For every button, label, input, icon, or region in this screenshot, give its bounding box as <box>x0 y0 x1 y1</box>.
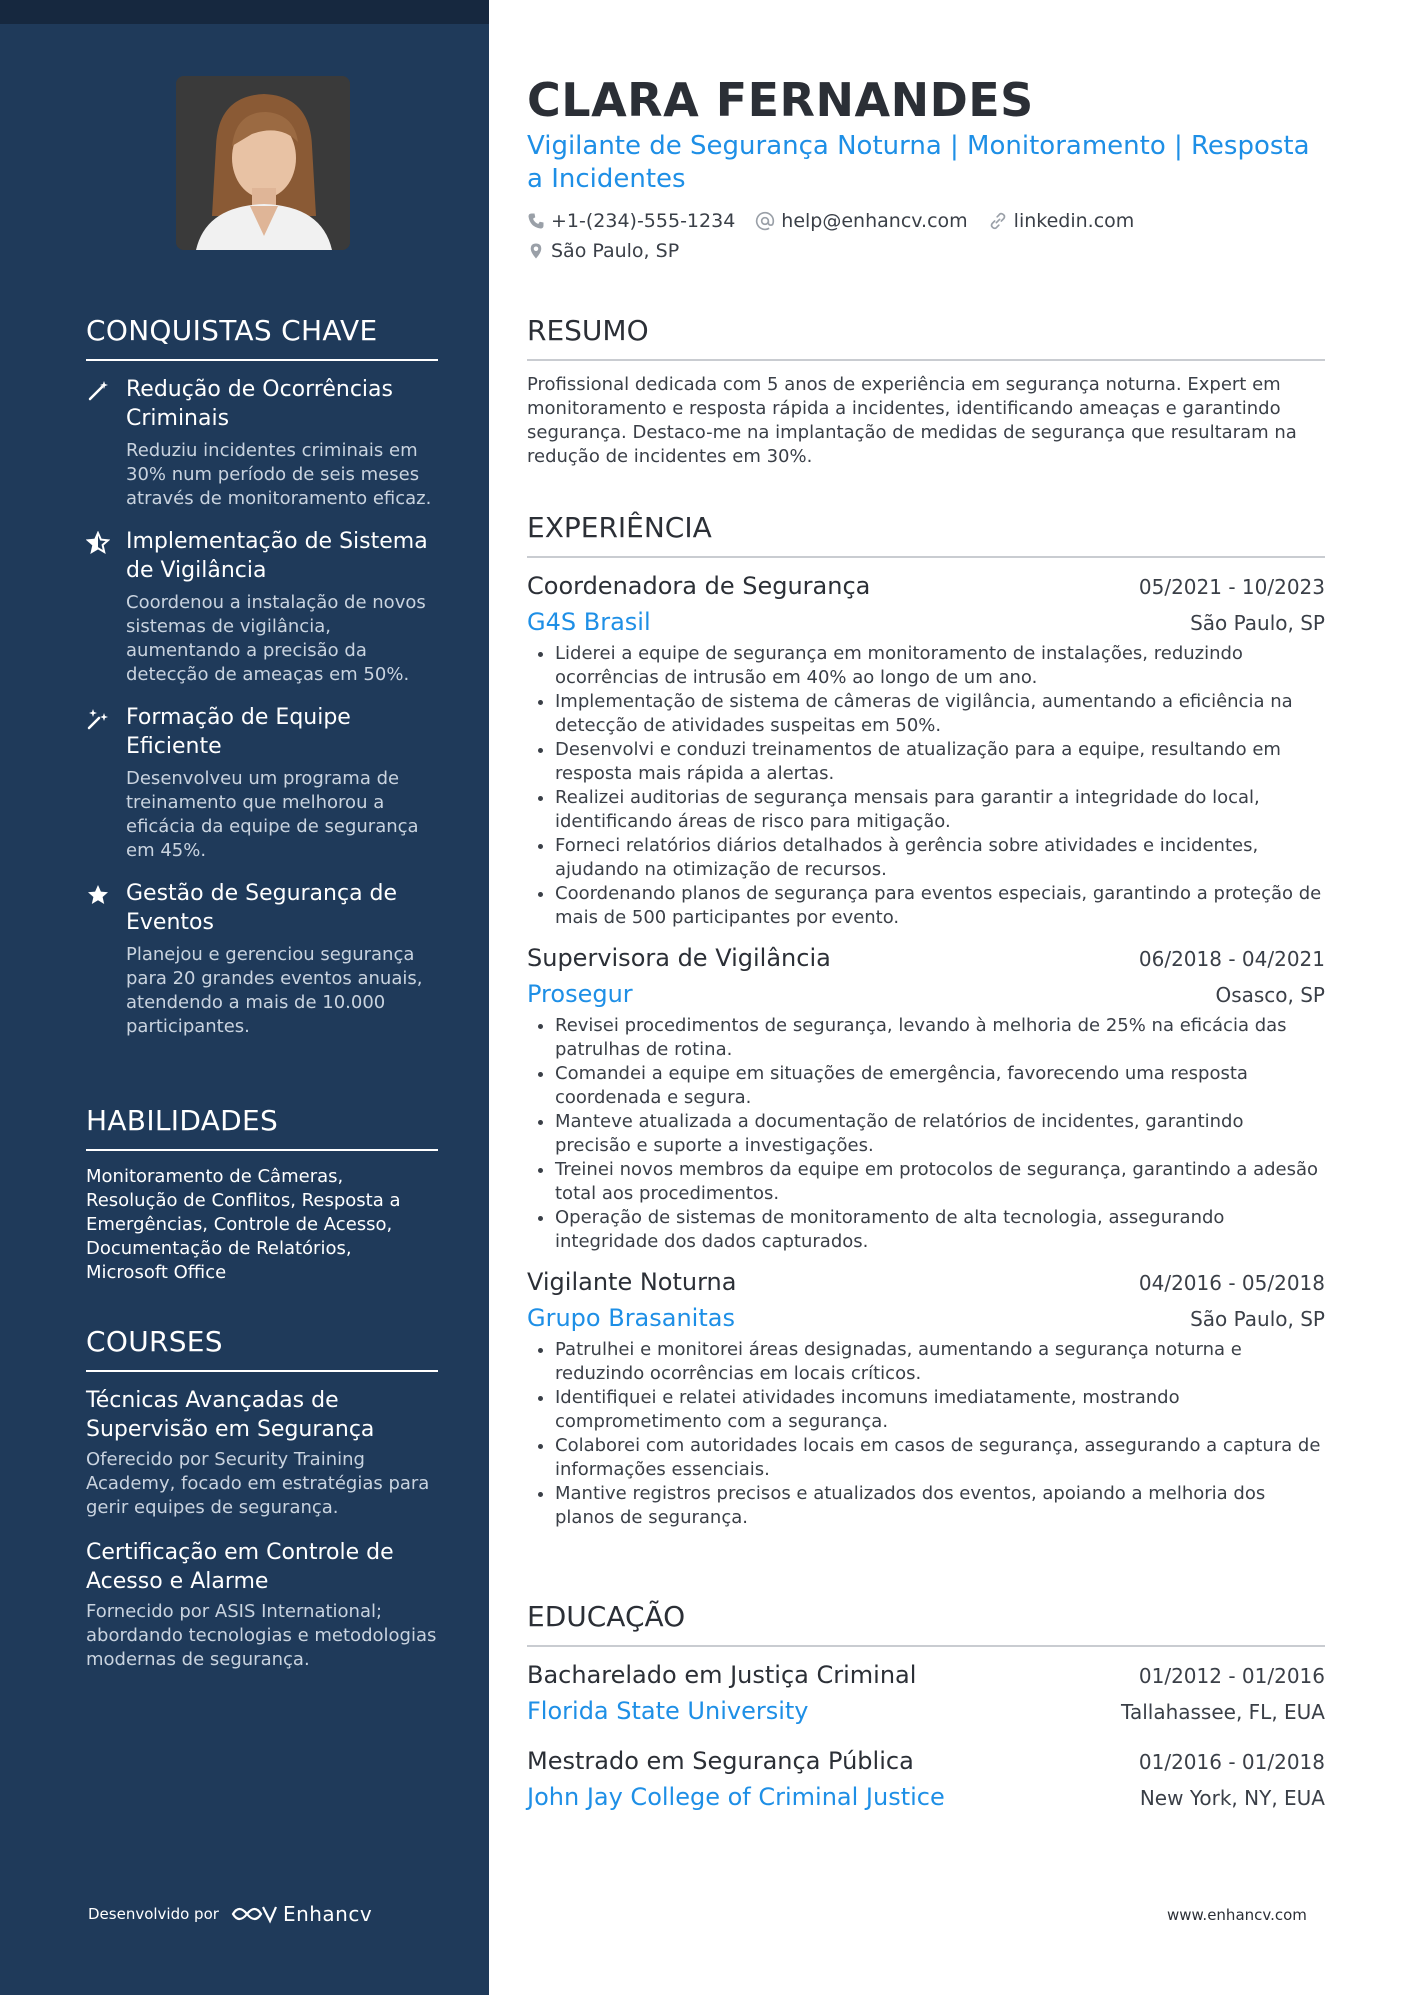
course-desc: Fornecido por ASIS International; abordando tecnologias e metodologias modernas de segurança. <box>86 1601 437 1670</box>
linkedin-contact[interactable] <box>988 210 1135 232</box>
location-contact <box>527 240 679 262</box>
candidate-headline: Vigilante de Segurança Noturna | Monitoramento | Resposta a Incidentes <box>527 131 1310 194</box>
job-company: G4S Brasil <box>527 608 651 636</box>
achievement-desc: Planejou e gerenciou segurança para 20 grandes eventos anuais, atendendo a mais de 10.000 participantes. <box>126 944 423 1037</box>
course-item <box>86 1538 438 1672</box>
job-entry <box>527 570 1325 930</box>
achievements-section <box>86 314 438 1055</box>
sparkle-wand-icon <box>86 707 110 731</box>
profile-photo <box>176 76 350 250</box>
star-outline-icon <box>86 531 110 555</box>
job-dates: 05/2021 - 10/2023 <box>1138 575 1325 599</box>
achievement-item <box>86 375 438 511</box>
skills-section <box>86 1104 438 1285</box>
magic-wand-icon <box>86 379 110 403</box>
developed-by-label: Desenvolvido por <box>88 1905 219 1923</box>
job-location: Osasco, SP <box>1215 983 1325 1007</box>
location-pin-icon <box>527 241 545 261</box>
job-role: Coordenadora de Segurança <box>527 572 871 600</box>
candidate-name: CLARA FERNANDES <box>527 73 1034 127</box>
degree-dates: 01/2012 - 01/2016 <box>1138 1664 1325 1688</box>
degree-name: Mestrado em Segurança Pública <box>527 1747 914 1775</box>
list-item: • Realizei auditorias de segurança mensais para garantir a integridade do local, identificando áreas de risco para mitigação. <box>555 786 1325 834</box>
experience-title: EXPERIÊNCIA <box>527 511 1325 558</box>
achievement-title: Implementação de Sistema de Vigilância <box>126 529 428 583</box>
phone-icon <box>527 212 545 230</box>
job-role: Vigilante Noturna <box>527 1268 737 1296</box>
summary-section <box>527 314 1325 469</box>
job-bullets <box>527 642 1325 930</box>
achievement-item <box>86 879 438 1039</box>
achievement-title: Redução de Ocorrências Criminais <box>126 377 393 431</box>
phone-contact[interactable] <box>527 210 735 232</box>
list-item: • Identifiquei e relatei atividades incomuns imediatamente, mostrando comprometimento com a segurança. <box>555 1386 1325 1434</box>
job-company: Prosegur <box>527 980 633 1008</box>
school-name: Florida State University <box>527 1697 809 1725</box>
achievements-title: CONQUISTAS CHAVE <box>86 314 438 361</box>
school-name: John Jay College of Criminal Justice <box>527 1783 945 1811</box>
job-role: Supervisora de Vigilância <box>527 944 831 972</box>
school-location: Tallahassee, FL, EUA <box>1121 1700 1325 1724</box>
job-location: São Paulo, SP <box>1190 611 1325 635</box>
experience-section <box>527 511 1325 1542</box>
job-company: Grupo Brasanitas <box>527 1304 735 1332</box>
education-entry <box>527 1659 1325 1727</box>
enhancv-brand: Enhancv <box>282 1902 373 1926</box>
linkedin-text: linkedin.com <box>1013 210 1135 232</box>
resume-header <box>527 74 1325 270</box>
job-bullets <box>527 1014 1325 1254</box>
skills-title: HABILIDADES <box>86 1104 438 1151</box>
list-item: • Forneci relatórios diários detalhados à gerência sobre atividades e incidentes, ajudando na otimização de recursos. <box>555 834 1325 882</box>
job-entry <box>527 942 1325 1254</box>
list-item: • Coordenando planos de segurança para eventos especiais, garantindo a proteção de mais de 500 participantes por evento. <box>555 882 1325 930</box>
site-url[interactable]: www.enhancv.com <box>1167 1906 1307 1924</box>
achievement-title: Formação de Equipe Eficiente <box>126 705 351 759</box>
course-title: Certificação em Controle de Acesso e Alarme <box>86 1540 394 1594</box>
star-icon <box>86 883 110 907</box>
list-item: • Patrulhei e monitorei áreas designadas, aumentando a segurança noturna e reduzindo ocorrências em locais críticos. <box>555 1338 1325 1386</box>
list-item: • Manteve atualizada a documentação de relatórios de incidentes, garantindo precisão e suporte a investigações. <box>555 1110 1325 1158</box>
job-entry <box>527 1266 1325 1530</box>
summary-title: RESUMO <box>527 314 1325 361</box>
achievement-title: Gestão de Segurança de Eventos <box>126 881 398 935</box>
job-location: São Paulo, SP <box>1190 1307 1325 1331</box>
summary-text: Profissional dedicada com 5 anos de experiência em segurança noturna. Expert em monitoramento e resposta rápida a incidentes, identificando ameaças e garantindo segurança. Destaco-me na implantação de medidas de segurança que resultaram na redução de incidentes em 30%. <box>527 374 1297 467</box>
list-item: • Operação de sistemas de monitoramento de alta tecnologia, assegurando integridade dos dados capturados. <box>555 1206 1325 1254</box>
list-item: • Desenvolvi e conduzi treinamentos de atualização para a equipe, resultando em resposta mais rápida a alertas. <box>555 738 1325 786</box>
location-text: São Paulo, SP <box>551 240 680 262</box>
developed-by-footer <box>88 1902 372 1926</box>
email-text: help@enhancv.com <box>781 210 968 232</box>
school-location: New York, NY, EUA <box>1139 1786 1325 1810</box>
list-item: • Revisei procedimentos de segurança, levando à melhoria de 25% na eficácia das patrulhas de rotina. <box>555 1014 1325 1062</box>
degree-dates: 01/2016 - 01/2018 <box>1138 1750 1325 1774</box>
courses-section <box>86 1325 438 1690</box>
enhancv-logo-icon <box>229 1902 279 1926</box>
list-item: • Treinei novos membros da equipe em protocolos de segurança, garantindo a adesão total aos procedimentos. <box>555 1158 1325 1206</box>
list-item: • Comandei a equipe em situações de emergência, favorecendo uma resposta coordenada e segura. <box>555 1062 1325 1110</box>
skills-list: Monitoramento de Câmeras, Resolução de Conflitos, Resposta a Emergências, Controle de Acesso, Documentação de Relatórios, Microsoft Office <box>86 1166 401 1283</box>
job-bullets <box>527 1338 1325 1530</box>
contact-info <box>527 210 1325 262</box>
education-entry <box>527 1745 1325 1813</box>
course-desc: Oferecido por Security Training Academy, focado em estratégias para gerir equipes de segurança. <box>86 1449 430 1518</box>
sidebar <box>0 0 489 1995</box>
achievement-desc: Desenvolveu um programa de treinamento que melhorou a eficácia da equipe de segurança em 45%. <box>126 768 419 861</box>
list-item: • Colaborei com autoridades locais em casos de segurança, assegurando a captura de informações essenciais. <box>555 1434 1325 1482</box>
at-icon <box>755 211 775 231</box>
achievement-desc: Reduziu incidentes criminais em 30% num período de seis meses através de monitoramento eficaz. <box>126 440 432 509</box>
degree-name: Bacharelado em Justiça Criminal <box>527 1661 917 1689</box>
list-item: • Implementação de sistema de câmeras de vigilância, aumentando a eficiência na detecção de atividades suspeitas em 50%. <box>555 690 1325 738</box>
course-item <box>86 1386 438 1520</box>
list-item: • Liderei a equipe de segurança em monitoramento de instalações, reduzindo ocorrências de intrusão em 40% ao longo de um ano. <box>555 642 1325 690</box>
link-icon <box>988 211 1008 231</box>
job-dates: 06/2018 - 04/2021 <box>1138 947 1325 971</box>
list-item: • Mantive registros precisos e atualizados dos eventos, apoiando a melhoria dos planos de segurança. <box>555 1482 1325 1530</box>
achievement-desc: Coordenou a instalação de novos sistemas de vigilância, aumentando a precisão da detecção de ameaças em 50%. <box>126 592 426 685</box>
sidebar-top-bar <box>0 0 489 24</box>
achievement-item <box>86 527 438 687</box>
course-title: Técnicas Avançadas de Supervisão em Segurança <box>86 1388 375 1442</box>
achievement-item <box>86 703 438 863</box>
education-title: EDUCAÇÃO <box>527 1600 1325 1647</box>
phone-text: +1-(234)-555-1234 <box>551 210 736 232</box>
email-contact[interactable] <box>755 210 967 232</box>
job-dates: 04/2016 - 05/2018 <box>1138 1271 1325 1295</box>
education-section <box>527 1600 1325 1831</box>
courses-title: COURSES <box>86 1325 438 1372</box>
